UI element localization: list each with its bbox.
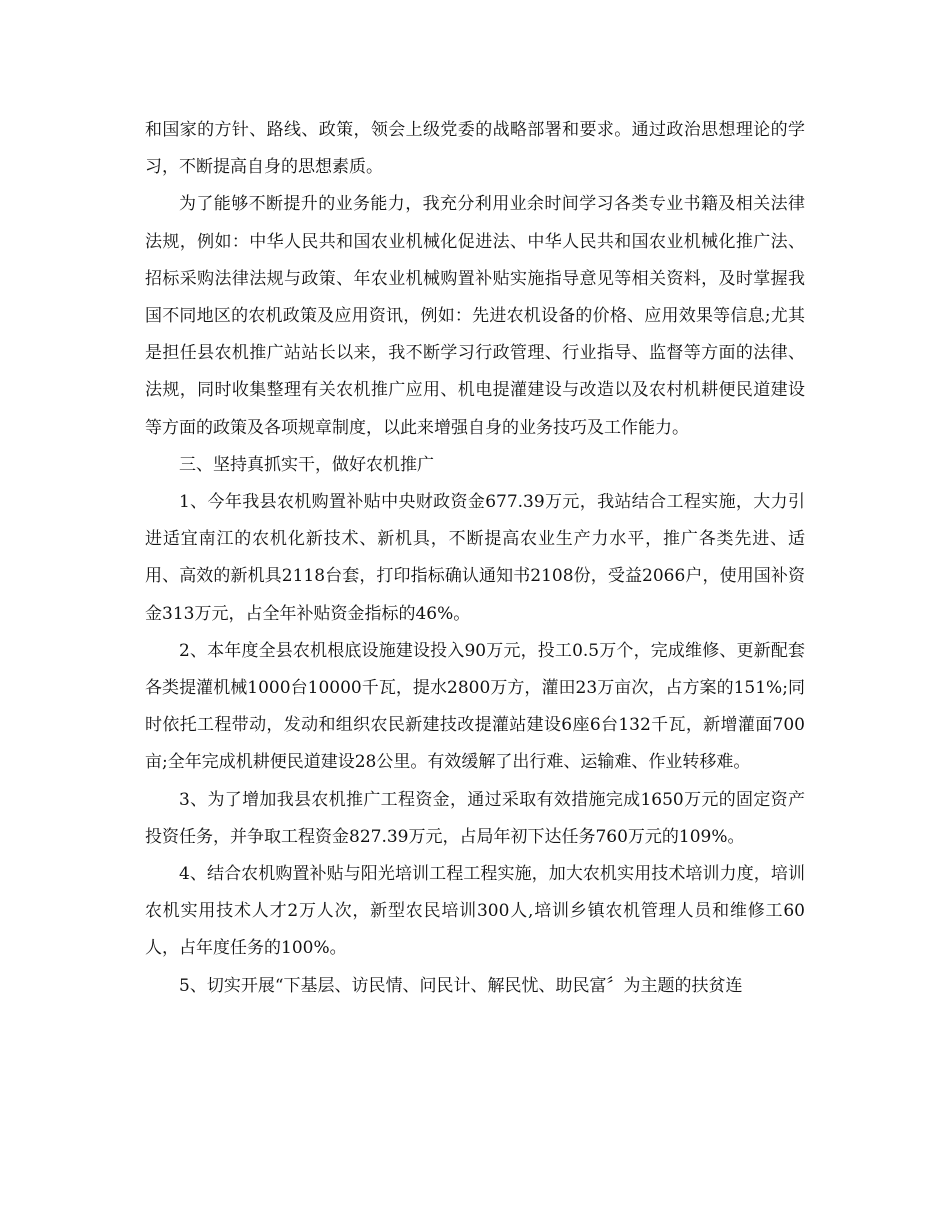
paragraph-business-ability: 为了能够不断提升的业务能力，我充分利用业余时间学习各类专业书籍及相关法律法规，例如：中华人民共和国农业机械化促进法、中华人民共和国农业机械化推广法、招标采购法律法规与政策、年农业机械购置补贴实施指导意见等相关资料，及时掌握我国不同地区的农机政策及应用资讯，例如：先进农机设备的价格、应用效果等信息;尤其是担任县农机推广站站长以来，我不断学习行政管理、行业指导、监督等方面的法律、法规，同时收集整理有关农机推广应用、机电提灌建设与改造以及农村机耕便民道建设等方面的政策及各项规章制度，以此来增强自身的业务技巧及工作能力。: [145, 194, 805, 438]
paragraph-political-study: 和国家的方针、路线、政策，领会上级党委的战略部署和要求。通过政治思想理论的学习，不断提高自身的思想素质。: [145, 120, 805, 178]
paragraph-item-2-infrastructure: 2、本年度全县农机根底设施建设投入90万元，投工0.5万个，完成维修、更新配套各类提灌机械1000台10000千瓦，提水2800万方，灌田23万亩次，占方案的151%;同时依托工程带动，发动和组织农民新建技改提灌站建设6座6台132千瓦，新增灌面700亩;全年完成机耕便民道建设28公里。有效缓解了出行难、运输难、作业转移难。: [145, 640, 805, 773]
paragraph-item-1-subsidy: 1、今年我县农机购置补贴中央财政资金677.39万元，我站结合工程实施，大力引进适宜南江的农机化新技术、新机具，不断提高农业生产力水平，推广各类先进、适用、高效的新机具2118台套，打印指标确认通知书2108份，受益2066户，使用国补资金313万元，占全年补贴资金指标的46%。: [145, 492, 805, 624]
section-heading-promotion: 三、坚持真抓实干，做好农机推广: [179, 454, 434, 475]
paragraph-item-4-training: 4、结合农机购置补贴与阳光培训工程工程实施，加大农机实用技术培训力度，培训农机实用技术人才2万人次，新型农民培训300人,培训乡镇农机管理人员和维修工60人，占年度任务的100%。: [145, 864, 805, 959]
paragraph-item-5-outreach: 5、切实开展“下基层、访民情、问民计、解民忧、助民富〞为主题的扶贫连: [179, 975, 743, 996]
paragraph-item-3-funding: 3、为了增加我县农机推广工程资金，通过采取有效措施完成1650万元的固定资产投资任务，并争取工程资金827.39万元，占局年初下达任务760万元的109%。: [145, 789, 805, 847]
document-body: [145, 112, 805, 1005]
